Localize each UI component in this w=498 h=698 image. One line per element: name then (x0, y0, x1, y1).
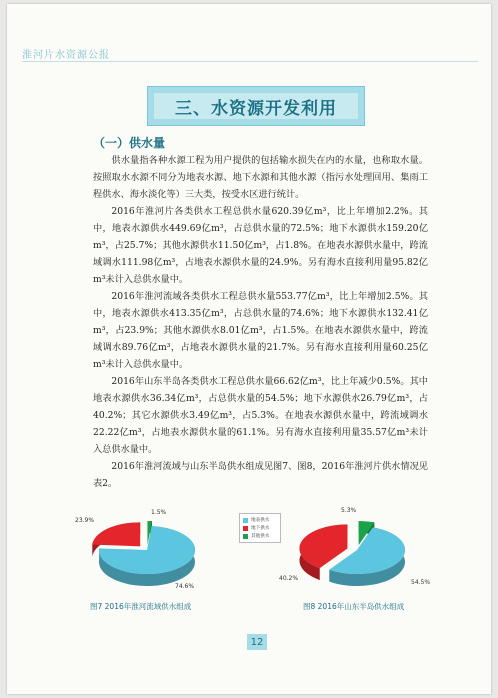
legend-label: 其他供水 (251, 534, 270, 539)
figure-8-caption: 图8 2016年山东半岛供水组成 (303, 602, 405, 611)
header-divider (22, 61, 478, 62)
legend-item-ground (243, 524, 277, 532)
paragraph-2: 2016年淮河片各类供水工程总供水量620.39亿m³，比上年增加2.2%。其中，地表水源供水449.69亿m³，占总供水量的72.5%；地下水源供水159.20亿m³，占25.7%；其他水源供水11.50亿m³，占1.8%。在地表水源供水量中，跨流域调水111.98亿m³，占地表水源供水量的24.9%。另有海水直接利用量95.82亿m³未计入总供水量中。 (93, 206, 428, 285)
slice-label: 1.5% (151, 509, 167, 516)
chart-legend (239, 513, 281, 543)
page-number: 12 (247, 634, 267, 650)
chapter-title: 三、水资源开发利用 (154, 93, 358, 119)
pie-chart-shandong (277, 506, 437, 598)
pie-chart-huaihe (67, 506, 227, 598)
legend-item-surface (243, 516, 277, 524)
slice-label: 5.3% (341, 507, 357, 514)
section-title: （一）供水量 (93, 136, 166, 150)
legend-label: 地表供水 (251, 518, 270, 523)
legend-item-other (243, 532, 277, 540)
pie-svg (277, 506, 437, 598)
slice-label: 74.6% (175, 583, 195, 590)
paragraph-3: 2016年淮河流域各类供水工程总供水量553.77亿m³，比上年增加2.5%。其中，地表水源供水413.35亿m³，占总供水量的74.6%；地下水源供水132.41亿m³，占23.9%；其他水源供水8.01亿m³，占1.5%。在地表水源供水量中，跨流域调水89.76亿m³，占地表水源供水量的21.7%。另有海水直接利用量60.25亿m³未计入总供水量中。 (93, 291, 428, 370)
chapter-title-banner (147, 86, 365, 126)
slice-label: 23.9% (75, 517, 95, 524)
document-page (7, 4, 491, 694)
slice-label: 40.2% (279, 575, 299, 582)
figure-7-caption: 图7 2016年淮河流域供水组成 (90, 602, 192, 611)
running-header: 淮河片水资源公报 (22, 50, 110, 61)
paragraph-4: 2016年山东半岛各类供水工程总供水量66.62亿m³，比上年减少0.5%。其中地表水源供水36.34亿m³，占总供水量的54.5%；地下水源供水26.79亿m³，占40.2%；其它水源供水3.49亿m³，占5.3%。在地表水源供水量中，跨流域调水22.22亿m³，占地表水源供水量的61.1%。另有海水直接利用量35.57亿m³未计入总供水量中。 (93, 376, 428, 455)
pie-svg (67, 506, 227, 598)
body-text (93, 152, 428, 492)
slice-label: 54.5% (411, 579, 431, 586)
paragraph-5: 2016年淮河流域与山东半岛供水组成见图7、图8，2016年淮河片供水情况见表2。 (93, 461, 428, 489)
legend-label: 地下供水 (251, 526, 270, 531)
paragraph-1: 供水量指各种水源工程为用户提供的包括输水损失在内的水量，也称取水量。按照取水水源不同分为地表水源、地下水源和其他水源（指污水处理回用、集雨工程供水、海水淡化等）三大类，按受水区进行统计。 (93, 155, 428, 200)
